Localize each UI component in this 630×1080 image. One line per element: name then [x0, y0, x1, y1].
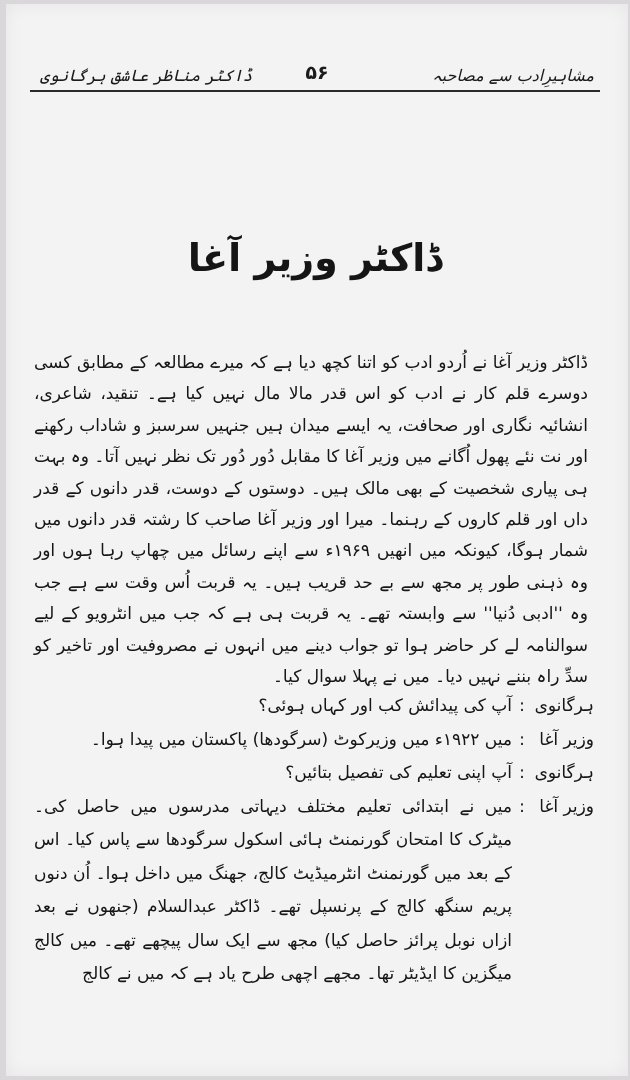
speaker-name: ہرگانوی — [534, 696, 594, 716]
speaker-name: ہرگانوی — [534, 763, 594, 783]
speaker-colon: : — [519, 796, 525, 817]
entry-text: میں ۱۹۲۲ء میں وزیرکوٹ (سرگودھا) پاکستان میں پیدا ہوا۔ — [90, 729, 512, 750]
speaker-name: وزیر آغا — [539, 729, 594, 750]
speaker-colon: : — [519, 763, 525, 783]
entry-text: میں نے ابتدائی تعلیم مختلف دیہاتی مدرسوں میں حاصل کی۔ میٹرک کا امتحان گورنمنٹ ہائی اسکول سرگودھا سے پاس کیا۔ اس کے بعد میں گورنمنٹ انٹرمیڈیٹ کالج، جھنگ میں داخل ہوا۔ اُن دنوں پریم سنگھ کالج کے پرنسپل تھے۔ ڈاکٹر عبدالسلام (جنھوں نے بعد ازاں نوبل پرائز حاصل کیا) مجھ سے ایک سال پیچھے تھے۔ میں کالج میگزین کا ایڈیٹر تھا۔ مجھے اچھی طرح یاد ہے کہ میں نے کالج — [34, 796, 512, 984]
speaker-name: وزیر آغا — [539, 796, 594, 817]
page-header — [40, 62, 594, 92]
chapter-title: ڈاکٹر وزیر آغا — [187, 236, 443, 280]
running-title: مشاہیرِادب سے مصاحبہ — [432, 66, 594, 85]
speaker-colon: : — [519, 729, 525, 750]
interview-section — [34, 690, 594, 992]
header-rule — [30, 90, 600, 92]
entry-text: آپ کی پیدائش کب اور کہاں ہوئی؟ — [258, 696, 512, 716]
intro-paragraph — [34, 348, 588, 693]
running-author: ڈاکٹر مناظر عاشق ہرگانوی — [40, 66, 253, 85]
interview-entry — [34, 791, 594, 992]
page-number: ۵۶ — [305, 62, 329, 84]
interview-entry — [34, 690, 594, 724]
intro-text: ڈاکٹر وزیر آغا نے اُردو ادب کو اتنا کچھ دیا ہے کہ میرے مطالعہ کے مطابق کسی دوسرے قلم کار نے ادب کو اس قدر مالا مال نہیں کیا ہے۔ تنقید، شاعری، انشائیہ نگاری اور صحافت، یہ ایسے میدان ہیں جنہیں سرسبز و شاداب رکھنے اور نت نئے پھول اُگانے میں وزیر آغا کا مقابل دُور دُور تک نظر نہیں آتا۔ وہ بہت ہی پیاری شخصیت کے بھی مالک ہیں۔ دوستوں کے دوست، قدر دانوں کے قدر داں اور قلم کاروں کے رہنما۔ میرا اور وزیر آغا صاحب کا رشتہ قدر دانوں میں شمار ہوگا، کیونکہ میں انھیں ۱۹۶۹ء سے اپنے رسائل میں چھاپ رہا ہوں اور وہ ذہنی طور پر مجھ سے بے حد قریب ہیں۔ یہ قربت اُس وقت سے ہے جب وہ ''ادبی دُنیا'' سے وابستہ تھے۔ یہ قربت ہی ہے کہ جب میں انٹرویو کے لیے سوالنامہ لے کر حاضر ہوا تو جواب دینے میں انہوں نے مصروفیت اور تاخیر کو سدِّ راہ بننے نہیں دیا۔ میں نے پہلا سوال کیا۔ — [34, 353, 588, 688]
speaker-colon: : — [519, 696, 525, 716]
interview-entry — [34, 724, 594, 758]
interview-entry — [34, 757, 594, 791]
entry-text: آپ اپنی تعلیم کی تفصیل بتائیں؟ — [285, 763, 512, 783]
